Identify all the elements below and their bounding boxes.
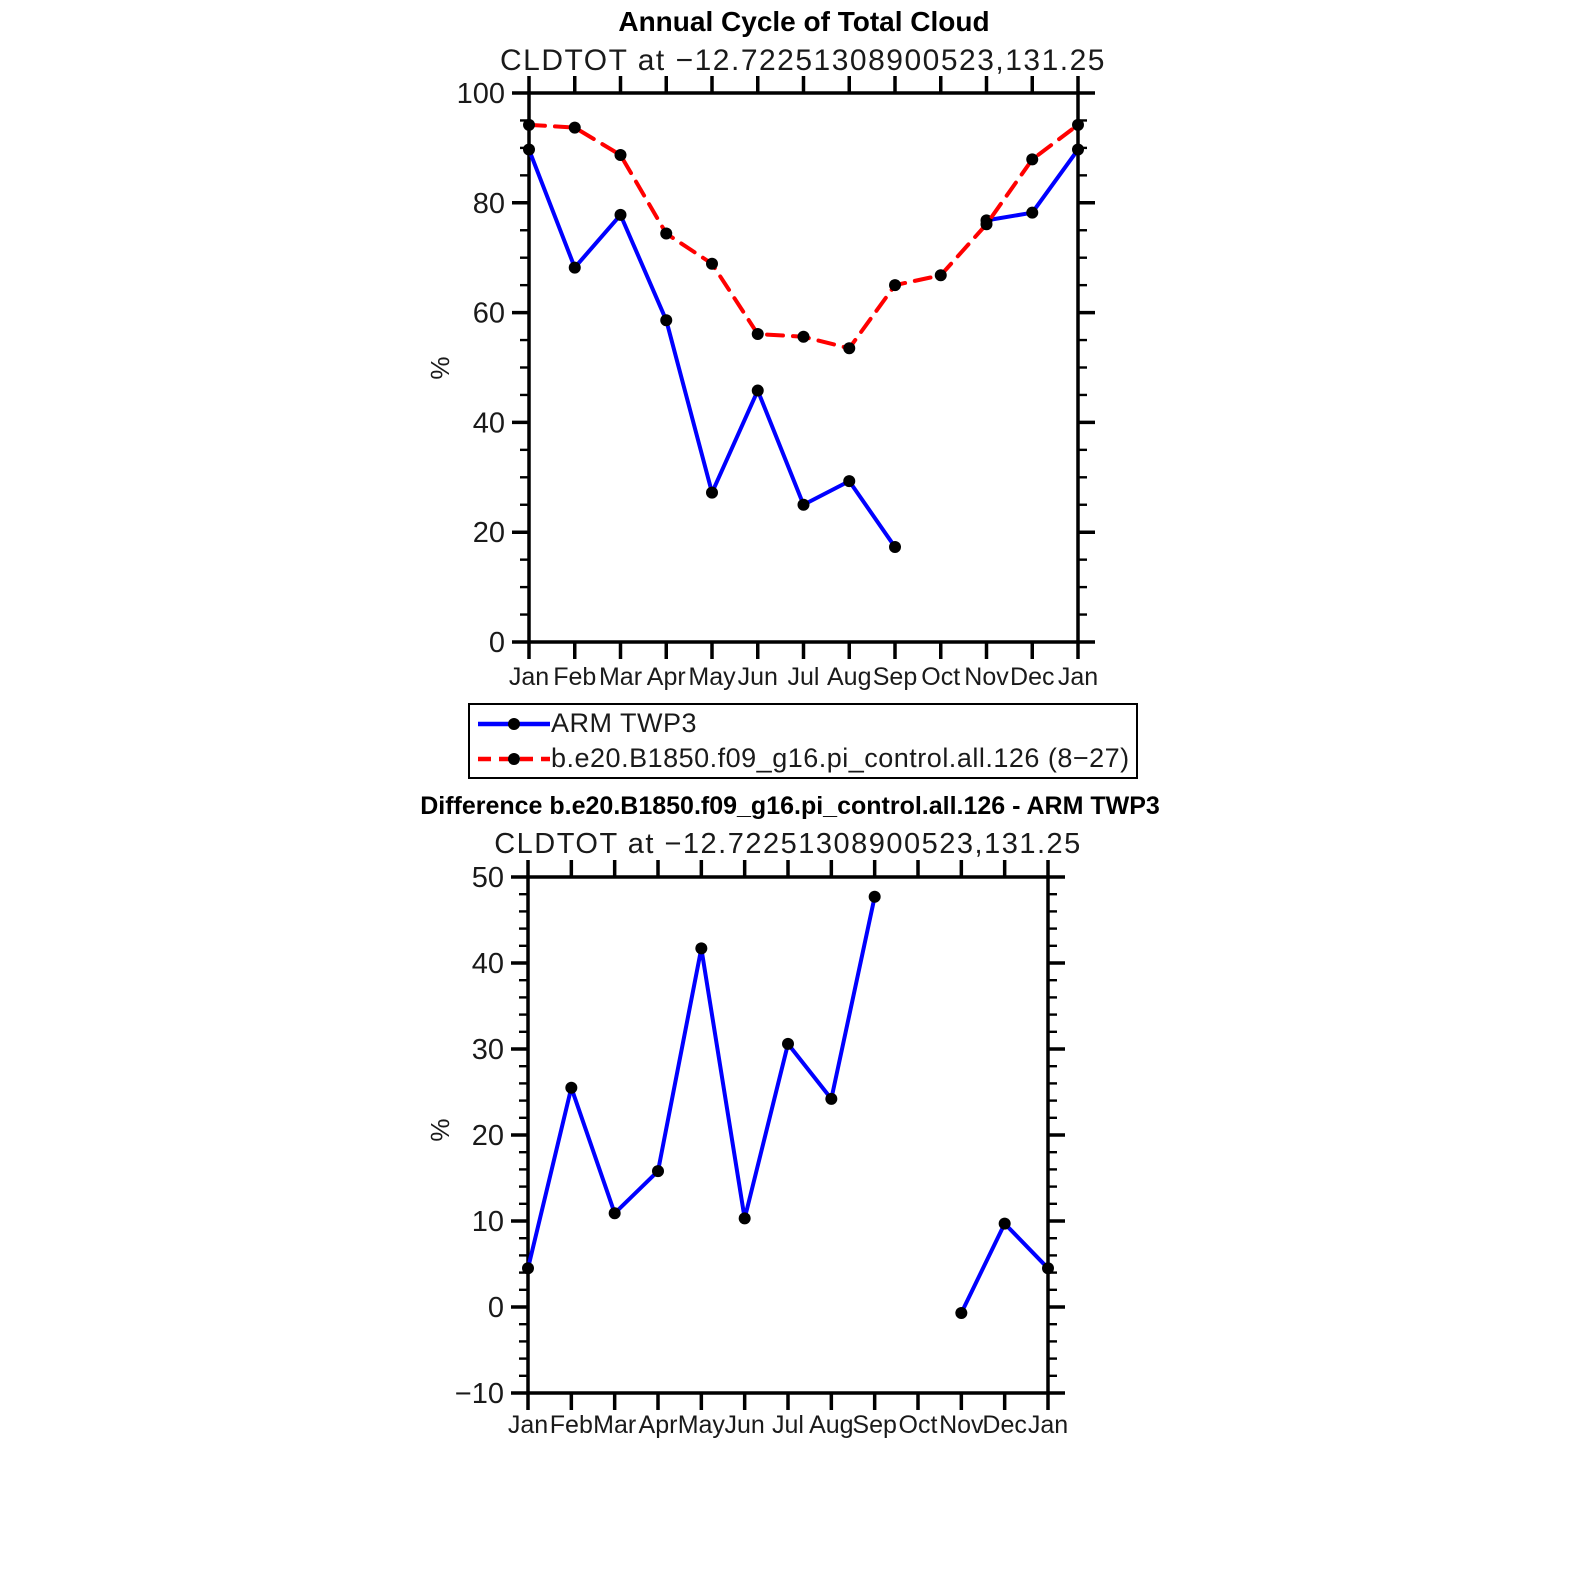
data-point — [706, 258, 718, 270]
month-label: Jul — [787, 663, 820, 691]
data-point — [569, 122, 581, 134]
data-point — [695, 942, 707, 954]
legend-entry-obs — [477, 707, 1136, 740]
legend-box — [468, 703, 1138, 779]
month-label: Apr — [646, 663, 686, 691]
chart1-title: Annual Cycle of Total Cloud — [618, 6, 990, 37]
data-point — [1042, 1262, 1054, 1274]
data-point — [1072, 119, 1084, 131]
legend-label-obs: ARM TWP3 — [551, 708, 698, 738]
data-point — [660, 314, 672, 326]
y-tick-label: 60 — [472, 297, 505, 330]
month-label: Sep — [852, 1411, 897, 1439]
data-point — [825, 1093, 837, 1105]
month-label: Mar — [598, 663, 643, 691]
data-point — [935, 269, 947, 281]
legend-marker-dot — [508, 753, 520, 765]
data-point — [1072, 144, 1084, 156]
data-point — [999, 1218, 1011, 1230]
data-point — [565, 1082, 577, 1094]
data-point — [955, 1307, 967, 1319]
data-point — [752, 328, 764, 340]
data-point — [569, 262, 581, 274]
month-label: Feb — [549, 1411, 593, 1439]
chart2-subtitle: CLDTOT at −12.72251308900523,131.25 — [494, 828, 1082, 860]
y-tick-label: 100 — [456, 78, 505, 110]
month-label: Jan — [1057, 663, 1099, 691]
data-point — [889, 541, 901, 553]
month-label: Sep — [872, 663, 918, 691]
chart2-y-axis-label: % — [424, 1118, 455, 1142]
month-label: Mar — [593, 1411, 637, 1439]
month-label: Oct — [921, 663, 961, 691]
data-point — [615, 209, 627, 221]
data-point — [798, 331, 810, 343]
chart2-title: Difference b.e20.B1850.f09_g16.pi_control.all.126 - ARM TWP3 — [420, 792, 1160, 820]
month-label: Nov — [964, 663, 1009, 691]
data-point — [981, 218, 993, 230]
chart1-y-axis-label: % — [424, 356, 455, 380]
legend-label-model: b.e20.B1850.f09_g16.pi_control.all.126 (8−27) — [551, 743, 1130, 773]
legend-line-sample-dashed — [477, 751, 551, 767]
data-point — [889, 279, 901, 291]
y-tick-label: 20 — [472, 517, 505, 550]
month-label: May — [688, 663, 736, 691]
data-point — [869, 891, 881, 903]
data-point — [706, 487, 718, 499]
data-point — [843, 475, 855, 487]
data-point — [843, 342, 855, 354]
y-tick-label: 80 — [472, 187, 505, 220]
month-label: Aug — [827, 663, 872, 691]
y-tick-label: 20 — [471, 1120, 504, 1152]
month-label: Aug — [809, 1411, 854, 1439]
month-label: Oct — [898, 1411, 938, 1439]
data-point — [752, 385, 764, 397]
y-tick-label: 0 — [488, 627, 505, 659]
data-point — [739, 1212, 751, 1224]
month-label: Dec — [982, 1411, 1027, 1439]
month-label: Jan — [507, 1411, 549, 1439]
data-point — [652, 1165, 664, 1177]
y-tick-label: 50 — [471, 862, 504, 894]
chart2-axis-frame — [528, 877, 1048, 1393]
data-point — [1026, 207, 1038, 219]
data-point — [798, 499, 810, 511]
month-label: Apr — [638, 1411, 678, 1439]
y-tick-label: 40 — [471, 948, 504, 980]
month-label: Jun — [724, 1411, 765, 1439]
series-line-0 — [961, 1224, 1048, 1313]
legend-entry-model — [477, 742, 1136, 775]
chart1-axis-frame — [529, 93, 1078, 642]
month-label: Jul — [772, 1411, 804, 1439]
data-point — [615, 149, 627, 161]
chart1-subtitle: CLDTOT at −12.72251308900523,131.25 — [499, 44, 1106, 77]
y-tick-label: 40 — [472, 407, 505, 440]
y-tick-label: 0 — [487, 1292, 504, 1324]
data-point — [1026, 153, 1038, 165]
data-point — [522, 1262, 534, 1274]
y-tick-label: 30 — [471, 1034, 504, 1066]
series-line-1 — [529, 125, 1078, 348]
month-label: Jun — [737, 663, 778, 691]
legend-line-sample-solid — [477, 716, 551, 732]
month-label: May — [677, 1411, 725, 1439]
data-point — [609, 1207, 621, 1219]
legend-marker-dot — [508, 718, 520, 730]
data-point — [782, 1038, 794, 1050]
data-point — [523, 119, 535, 131]
month-label: Jan — [508, 663, 550, 691]
month-label: Feb — [553, 663, 597, 691]
month-label: Nov — [939, 1411, 984, 1439]
y-tick-label: 10 — [471, 1206, 504, 1238]
month-label: Jan — [1027, 1411, 1069, 1439]
data-point — [660, 228, 672, 240]
data-point — [523, 144, 535, 156]
month-label: Dec — [1010, 663, 1055, 691]
y-tick-label: −10 — [454, 1378, 504, 1410]
